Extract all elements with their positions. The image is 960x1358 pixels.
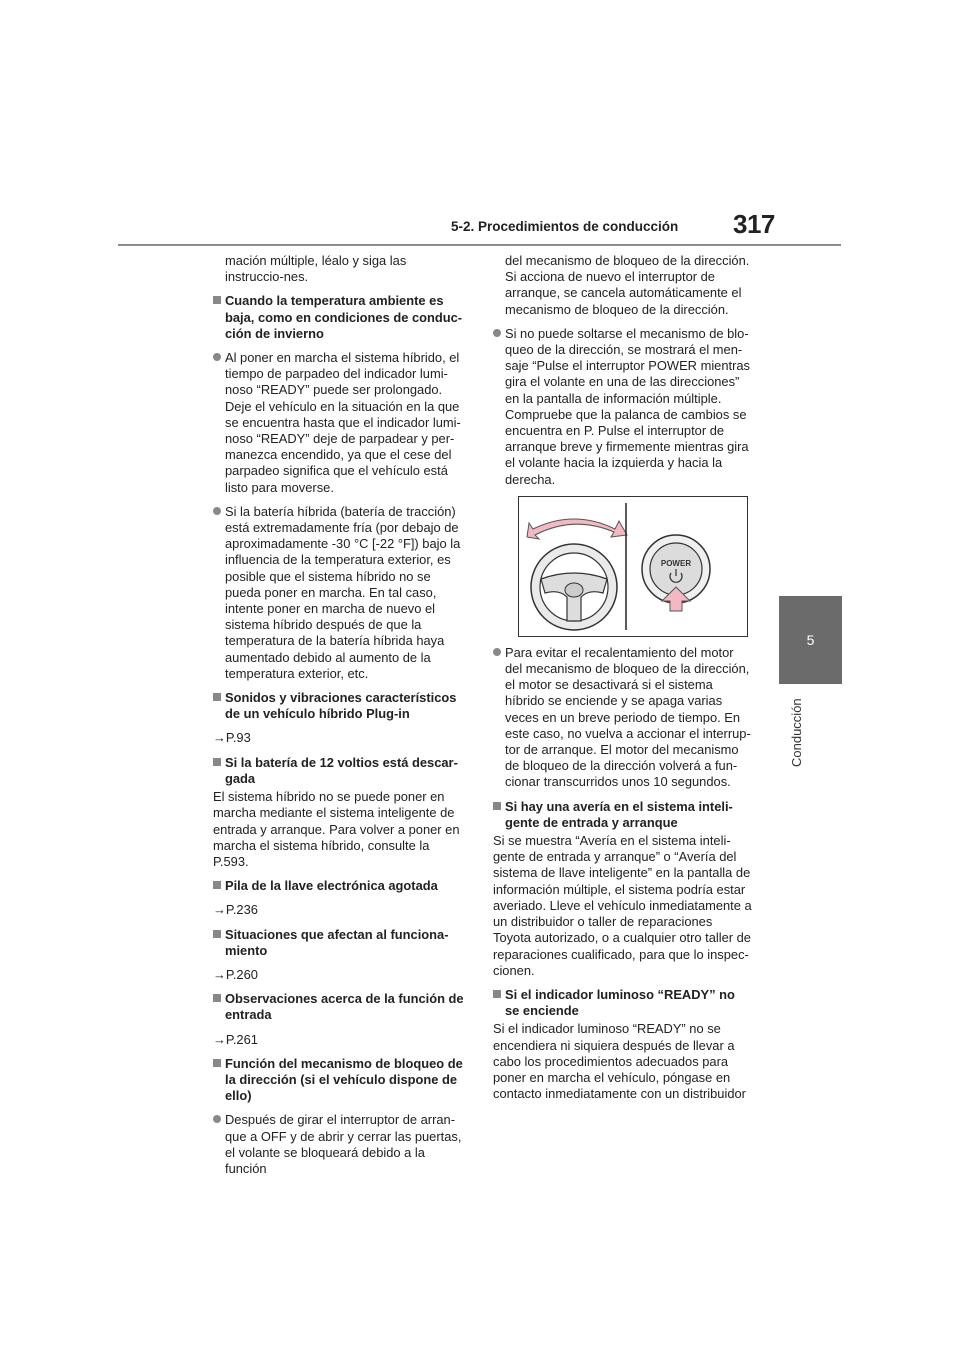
circle-bullet-icon (493, 648, 501, 656)
page-reference[interactable]: →P.93 (213, 730, 251, 746)
square-bullet-icon (213, 994, 221, 1002)
bullet-item: Para evitar el recalentamiento del motor del mecanismo de bloqueo de la dirección, el motor se desactivará si el sistema híbrido se enciende y se apaga varias veces en un breve periodo de tiempo. En este caso, no vuelva a accionar el interrup-tor de arranque. El motor del mecanismo de bloqueo de la dirección volverá a fun-cionar transcurridos unos 10 segundos. (493, 645, 752, 791)
section-heading: Cuando la temperatura ambiente es baja, como en condiciones de conduc-ción de invierno (213, 293, 466, 342)
square-bullet-icon (493, 802, 501, 810)
circle-bullet-icon (213, 1115, 221, 1123)
circle-bullet-icon (213, 353, 221, 361)
page-reference[interactable]: →P.260 (213, 966, 258, 982)
square-bullet-icon (493, 990, 501, 998)
paragraph: mación múltiple, léalo y siga las instruccio-nes. (225, 253, 407, 285)
square-bullet-icon (213, 881, 221, 889)
right-column (493, 253, 752, 1110)
section-heading: Observaciones acerca de la función de entrada (213, 991, 466, 1023)
paragraph: del mecanismo de bloqueo de la dirección. Si acciona de nuevo el interruptor de arranque, se cancela automáticamente el mecanismo de bloqueo de la dirección. (505, 253, 750, 317)
square-bullet-icon (213, 930, 221, 938)
bullet-item: Si no puede soltarse el mecanismo de blo-queo de la dirección, se mostrará el men-saje “Pulse el interruptor POWER mientras gira el volante en una de las direcciones” en la pantalla de información múltiple. Compruebe que la palanca de cambios se encuentra en P. Pulse el interruptor de arranque breve y firmemente mientras gira el volante hacia la izquierda y hacia la derecha. (493, 326, 752, 488)
page-reference[interactable]: →P.236 (213, 902, 258, 918)
square-bullet-icon (213, 1059, 221, 1067)
chapter-tab[interactable]: 5 (779, 596, 842, 684)
section-title: 5-2. Procedimientos de conducción (451, 219, 679, 234)
page-reference[interactable]: →P.261 (213, 1031, 258, 1047)
left-column (213, 253, 466, 1185)
steering-power-illustration (519, 497, 747, 636)
section-heading: Si el indicador luminoso “READY” no se enciende (493, 987, 752, 1019)
circle-bullet-icon (493, 329, 501, 337)
bullet-item: Al poner en marcha el sistema híbrido, el tiempo de parpadeo del indicador lumi-noso “READY” puede ser prolongado. Deje el vehículo en la situación en la que se encuentra hasta que el indicador lumi-noso “READY” deje de parpadear y per-manezca encendido, ya que el cese del parpadeo significa que el vehículo está listo para moverse. (213, 350, 466, 496)
square-bullet-icon (213, 296, 221, 304)
page-number: 317 (733, 209, 775, 239)
paragraph: Si se muestra “Avería en el sistema inteli-gente de entrada y arranque” o “Avería del sistema de llave inteligente” en la pantalla de información múltiple, el sistema podría estar averiado. Lleve el vehículo inmediatamente a un distribuidor o taller de reparaciones Toyota autorizado, o a cualquier otro taller de reparaciones cualificado, para que lo inspec-cionen. (493, 833, 752, 978)
section-heading: Situaciones que afectan al funciona-miento (213, 927, 466, 959)
bullet-item: Después de girar el interruptor de arran-que a OFF y de abrir y cerrar las puertas, el volante se bloqueará debido a la función (213, 1112, 466, 1177)
section-heading: Función del mecanismo de bloqueo de la dirección (si el vehículo dispone de ello) (213, 1056, 466, 1105)
section-heading: Pila de la llave electrónica agotada (213, 878, 466, 894)
steering-power-figure (518, 496, 748, 637)
square-bullet-icon (213, 693, 221, 701)
paragraph: El sistema híbrido no se puede poner en marcha mediante el sistema inteligente de entrada y arranque. Para volver a poner en marcha el sistema híbrido, consulte la P.593. (213, 789, 460, 869)
chapter-side-label-text: Conducción (789, 698, 804, 767)
chapter-side-label (787, 695, 807, 775)
bullet-item: Si la batería híbrida (batería de tracción) está extremadamente fría (por debajo de aproximadamente -30 °C [-22 °F]) bajo la influencia de la temperatura exterior, es posible que el sistema híbrido no se pueda poner en marcha. En tal caso, intente poner en marcha de nuevo el sistema híbrido después de que la temperatura de la batería híbrida haya aumentado debido al aumento de la temperatura exterior, etc. (213, 504, 466, 682)
section-heading: Si hay una avería en el sistema inteli-gente de entrada y arranque (493, 799, 752, 831)
header-rule (118, 244, 841, 246)
square-bullet-icon (213, 758, 221, 766)
circle-bullet-icon (213, 507, 221, 515)
section-heading: Si la batería de 12 voltios está descar-gada (213, 755, 466, 787)
paragraph: Si el indicador luminoso “READY” no se encendiera ni siquiera después de llevar a cabo los procedimientos adecuados para poner en marcha el vehículo, póngase en contacto inmediatamente con un distribuidor (493, 1021, 746, 1102)
power-button-label: POWER (660, 558, 692, 568)
section-heading: Sonidos y vibraciones característicos de un vehículo híbrido Plug-in (213, 690, 466, 722)
rotate-arrow-icon (527, 519, 627, 539)
